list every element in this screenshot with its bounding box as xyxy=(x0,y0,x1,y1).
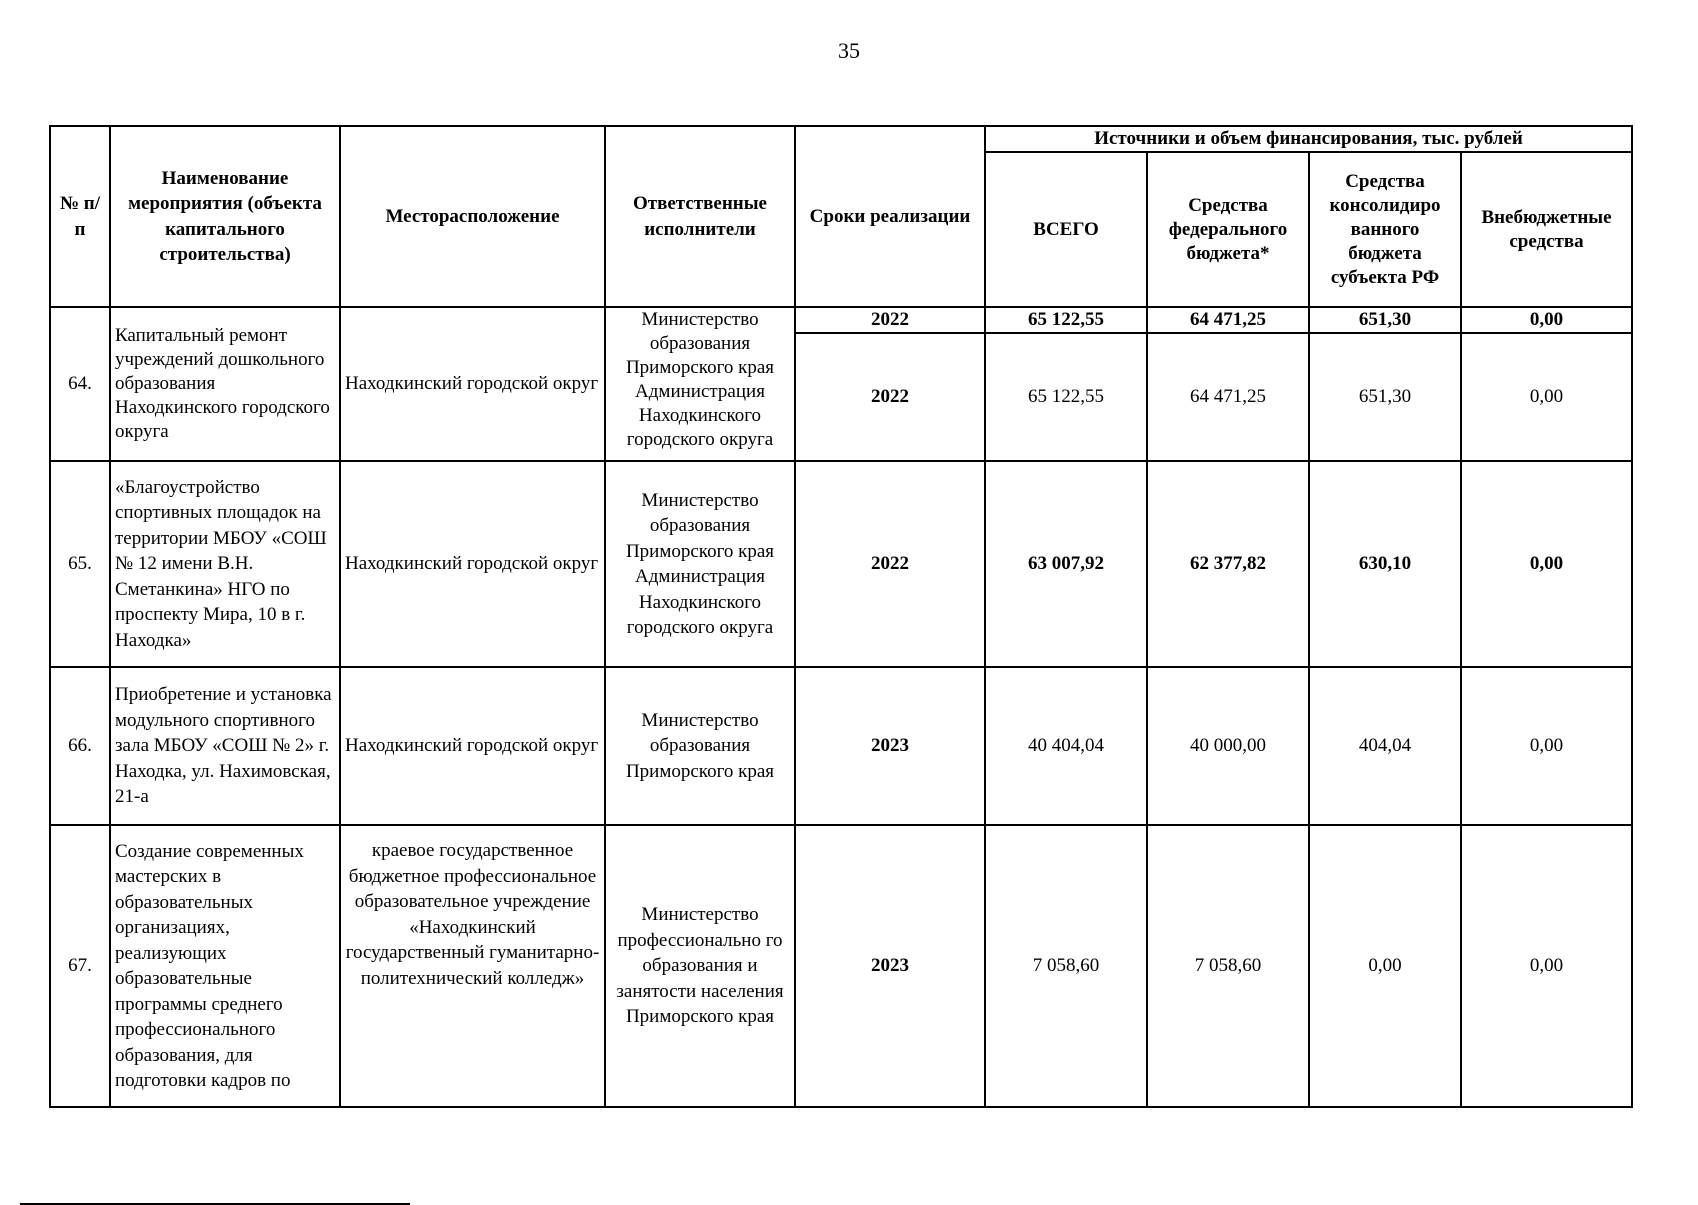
row-year-summary: 2022 xyxy=(795,307,985,333)
row-extra: 0,00 xyxy=(1461,825,1632,1107)
row-name: Создание современных мастерских в образовательных организациях, реализующих образовательные программы среднего профессионального образования, для подготовки кадров по xyxy=(110,825,340,1107)
row-regional: 0,00 xyxy=(1309,825,1461,1107)
row-location: Находкинский городской округ xyxy=(340,307,605,461)
row-location: Находкинский городской округ xyxy=(340,667,605,825)
financing-table xyxy=(49,125,1633,1108)
header-terms: Сроки реализации xyxy=(795,126,985,307)
header-location: Месторасположение xyxy=(340,126,605,307)
header-federal: Средства федерального бюджета* xyxy=(1147,152,1309,307)
row-federal: 7 058,60 xyxy=(1147,825,1309,1107)
row-location: краевое государственное бюджетное профессиональное образовательное учреждение «Находкинский государственный гуманитарно-политехнический колледж» xyxy=(340,825,605,1107)
row-federal-summary: 64 471,25 xyxy=(1147,307,1309,333)
row-federal: 64 471,25 xyxy=(1147,333,1309,461)
row-year: 2022 xyxy=(795,333,985,461)
row-responsible: Министерство профессионально го образования и занятости населения Приморского края xyxy=(605,825,795,1107)
header-sources: Источники и объем финансирования, тыс. рублей xyxy=(985,126,1632,152)
row-num: 66. xyxy=(50,667,110,825)
page-number: 35 xyxy=(838,38,860,63)
header-responsible: Ответственные исполнители xyxy=(605,126,795,307)
table-row xyxy=(50,667,1632,825)
row-total: 65 122,55 xyxy=(985,333,1147,461)
header-name: Наименование мероприятия (объекта капитального строительства) xyxy=(110,126,340,307)
row-year: 2023 xyxy=(795,825,985,1107)
table-row xyxy=(50,825,1632,1107)
row-name: Приобретение и установка модульного спортивного зала МБОУ «СОШ № 2» г. Находка, ул. Нахимовская, 21-а xyxy=(110,667,340,825)
row-name: «Благоустройство спортивных площадок на территории МБОУ «СОШ № 12 имени В.Н. Сметанкина» НГО по проспекту Мира, 10 в г. Находка» xyxy=(110,461,340,667)
row-year: 2023 xyxy=(795,667,985,825)
row-responsible: Министерство образования Приморского края xyxy=(605,667,795,825)
row-extra: 0,00 xyxy=(1461,667,1632,825)
row-regional: 651,30 xyxy=(1309,333,1461,461)
row-extra: 0,00 xyxy=(1461,333,1632,461)
row-location: Находкинский городской округ xyxy=(340,461,605,667)
table-row xyxy=(50,307,1632,333)
row-num: 64. xyxy=(50,307,110,461)
row-regional-summary: 651,30 xyxy=(1309,307,1461,333)
table-row xyxy=(50,461,1632,667)
row-federal: 40 000,00 xyxy=(1147,667,1309,825)
header-row xyxy=(50,126,1632,152)
row-name: Капитальный ремонт учреждений дошкольного образования Находкинского городского округа xyxy=(110,307,340,461)
row-regional: 404,04 xyxy=(1309,667,1461,825)
row-total: 7 058,60 xyxy=(985,825,1147,1107)
header-total: ВСЕГО xyxy=(985,152,1147,307)
header-extra: Внебюджетные средства xyxy=(1461,152,1632,307)
header-regional: Средства консолидиро ванного бюджета субъекта РФ xyxy=(1309,152,1461,307)
header-num: № п/п xyxy=(50,126,110,307)
row-regional: 630,10 xyxy=(1309,461,1461,667)
row-total: 63 007,92 xyxy=(985,461,1147,667)
row-responsible: Министерство образования Приморского края Администрация Находкинского городского округа xyxy=(605,461,795,667)
row-extra: 0,00 xyxy=(1461,461,1632,667)
row-responsible: Министерство образования Приморского края Администрация Находкинского городского округа xyxy=(605,307,795,461)
row-num: 65. xyxy=(50,461,110,667)
row-num: 67. xyxy=(50,825,110,1107)
row-federal: 62 377,82 xyxy=(1147,461,1309,667)
row-extra-summary: 0,00 xyxy=(1461,307,1632,333)
row-year: 2022 xyxy=(795,461,985,667)
row-total: 40 404,04 xyxy=(985,667,1147,825)
row-total-summary: 65 122,55 xyxy=(985,307,1147,333)
